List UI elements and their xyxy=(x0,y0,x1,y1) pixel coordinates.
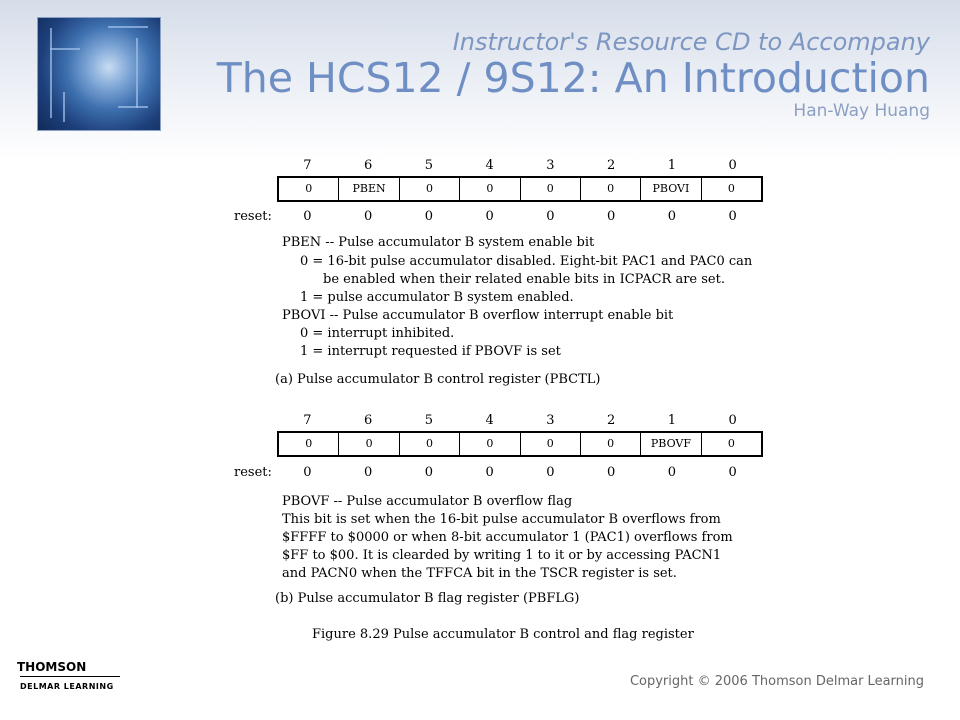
reset-value: 0 xyxy=(667,465,677,480)
register-b-bit-cell: 0 xyxy=(581,433,641,455)
register-a-bit-cell: 0 xyxy=(279,178,339,200)
register-a-bit-cell: 0 xyxy=(460,178,520,200)
register-a-box xyxy=(277,176,763,202)
register-b-bit-cell: 0 xyxy=(521,433,581,455)
bit-number: 4 xyxy=(485,158,494,173)
bit-number: 6 xyxy=(363,413,373,428)
register-b-desc-line: This bit is set when the 16-bit pulse accumulator B overflows from xyxy=(282,512,721,527)
bit-number: 4 xyxy=(485,413,494,428)
header-title: The HCS12 / 9S12: An Introduction xyxy=(216,54,930,102)
register-a-desc-line: 1 = interrupt requested if PBOVF is set xyxy=(300,344,561,359)
reset-value: 0 xyxy=(363,465,373,480)
reset-value: 0 xyxy=(303,209,312,224)
bit-number: 5 xyxy=(424,413,434,428)
book-cover-logo-globe-icon xyxy=(37,17,161,131)
reset-value: 0 xyxy=(606,209,616,224)
reset-value: 0 xyxy=(424,465,434,480)
register-b-desc-line: and PACN0 when the TFFCA bit in the TSCR register is set. xyxy=(282,566,677,581)
register-a-desc-line: be enabled when their related enable bits in ICPACR are set. xyxy=(323,272,725,287)
reset-value: 0 xyxy=(728,465,737,480)
register-a-bit-numbers xyxy=(277,158,763,173)
reset-value: 0 xyxy=(303,465,312,480)
bit-number: 2 xyxy=(606,158,616,173)
bit-number: 1 xyxy=(667,158,677,173)
register-b-bit-cell: 0 xyxy=(339,433,399,455)
bit-number: 2 xyxy=(606,413,616,428)
figure-caption: Figure 8.29 Pulse accumulator B control and flag register xyxy=(312,627,694,642)
register-b-bit-cell: 0 xyxy=(400,433,460,455)
register-b-bit-cell: 0 xyxy=(279,433,339,455)
register-a-bit-cell: 0 xyxy=(400,178,460,200)
copyright-notice: Copyright © 2006 Thomson Delmar Learning xyxy=(629,674,924,689)
register-b-desc-line: $FF to $00. It is clearded by writing 1 to it or by accessing PACN1 xyxy=(282,548,722,563)
register-b-caption: (b) Pulse accumulator B flag register (PBFLG) xyxy=(275,591,580,606)
register-b-reset-values xyxy=(277,465,763,480)
register-a-desc-line: PBEN -- Pulse accumulator B system enable bit xyxy=(282,235,595,250)
register-a-bit-cell: 0 xyxy=(727,182,735,195)
publisher-divider xyxy=(20,676,120,677)
header-author: Han-Way Huang xyxy=(793,101,930,121)
reset-value: 0 xyxy=(728,209,737,224)
register-b-bit-cell: 0 xyxy=(460,433,520,455)
bit-number: 5 xyxy=(424,158,434,173)
register-b-bit-cell: 0 xyxy=(727,437,735,450)
reset-value: 0 xyxy=(606,465,616,480)
header-banner xyxy=(0,0,960,160)
register-a-desc-line: 0 = 16-bit pulse accumulator disabled. Eight-bit PAC1 and PAC0 can xyxy=(300,254,753,269)
reset-value: 0 xyxy=(363,209,373,224)
bit-number: 7 xyxy=(303,413,312,428)
register-a-desc-line: PBOVI -- Pulse accumulator B overflow interrupt enable bit xyxy=(282,308,674,323)
reset-value: 0 xyxy=(485,209,494,224)
publisher-imprint: DELMAR LEARNING xyxy=(20,682,114,691)
reset-value: 0 xyxy=(424,209,434,224)
bit-number: 1 xyxy=(667,413,677,428)
register-b-desc-line: PBOVF -- Pulse accumulator B overflow flag xyxy=(282,494,573,509)
reset-value: 0 xyxy=(546,209,555,224)
bit-number: 3 xyxy=(546,413,555,428)
header-subtitle: Instructor's Resource CD to Accompany xyxy=(452,28,930,56)
reset-value: 0 xyxy=(667,209,677,224)
register-b-reset-label: reset: xyxy=(234,465,272,480)
publisher-logo: THOMSON xyxy=(17,660,87,674)
reset-value: 0 xyxy=(485,465,494,480)
register-a-caption: (a) Pulse accumulator B control register (PBCTL) xyxy=(275,372,601,387)
bit-number: 7 xyxy=(303,158,312,173)
bit-number: 6 xyxy=(363,158,373,173)
reset-value: 0 xyxy=(546,465,555,480)
register-b-bit-cell: PBOVF xyxy=(641,433,701,455)
register-a-bit-cell: 0 xyxy=(521,178,581,200)
register-b-bit-numbers xyxy=(277,413,763,428)
register-a-desc-line: 0 = interrupt inhibited. xyxy=(300,326,455,341)
bit-number: 3 xyxy=(546,158,555,173)
register-a-desc-line: 1 = pulse accumulator B system enabled. xyxy=(300,290,574,305)
bit-number: 0 xyxy=(728,413,737,428)
bit-number: 0 xyxy=(728,158,737,173)
register-a-reset-label: reset: xyxy=(234,209,272,224)
register-a-bit-cell: 0 xyxy=(581,178,641,200)
register-a-bit-cell: PBEN xyxy=(339,178,399,200)
register-b-desc-line: $FFFF to $0000 or when 8-bit accumulator 1 (PAC1) overflows from xyxy=(282,530,733,545)
register-a-bit-cell: PBOVI xyxy=(641,178,701,200)
register-a-reset-values xyxy=(277,209,763,224)
register-b-box xyxy=(277,431,763,457)
